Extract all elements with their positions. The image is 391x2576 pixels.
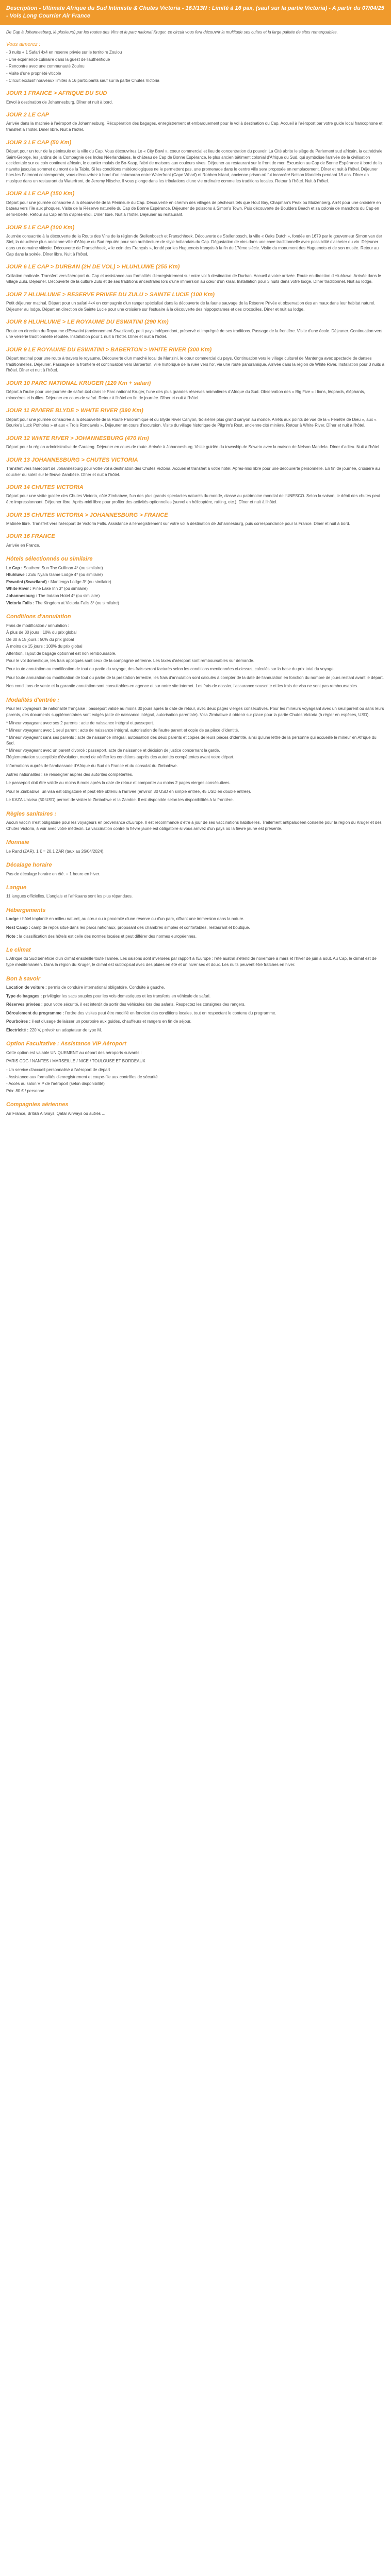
language-heading: Langue <box>6 885 27 891</box>
currency-heading: Monnaie <box>6 839 29 846</box>
day-block <box>6 407 385 428</box>
day-block <box>6 111 385 132</box>
hotels-label: Le Cap : <box>6 565 23 570</box>
assistance-item: - Accès au salon VIP de l'aéroport (selon disponibilité) <box>6 1081 105 1087</box>
day-title: JOUR 14 CHUTES VICTORIA <box>6 484 84 491</box>
condition-note: Pour le vol domestique, les frais appliqués sont ceux de la compagnie aérienne. Les taxes d'aéroport sont remboursables sur demande. <box>6 658 254 663</box>
formality-note: Autres nationalités : se renseigner auprès des autorités compétentes. <box>6 772 133 777</box>
day-text: Matinée libre. Transfert vers l'aéroport de Victoria Falls. Assistance à l'enregistrement sur votre vol à destination de Johannesburg, puis correspondance pour la France. Dîner et nuit à bord. <box>6 521 350 526</box>
assistance-item: - Assistance aux formalités d'enregistrement et coupe-file aux contrôles de sécurité <box>6 1074 158 1079</box>
currency-text: Le Rand (ZAR). 1 € = 20,1 ZAR (taux au 26/04/2024). <box>6 849 105 854</box>
advice-label: Location de voiture : <box>6 985 47 990</box>
climate-heading: Le climat <box>6 947 31 954</box>
hotels-item <box>6 600 385 606</box>
formality-item: * Mineur voyageant avec un parent divorcé : passeport, acte de naissance et décision de justice concernant la garde. <box>6 748 220 753</box>
accommodation-list <box>6 916 385 939</box>
day-title: JOUR 10 PARC NATIONAL KRUGER (120 Km + safari) <box>6 380 151 386</box>
day-text: Transfert vers l'aéroport de Johannesburg pour votre vol à destination des Chutes Victoria. Accueil et transfert à votre hôtel. Après-midi libre pour une découverte personnelle. En fin de journée, croisière au coucher du soleil sur le fleuve Zambèze. Dîner et nuit à l'hôtel. <box>6 466 380 477</box>
hotels-value: Southern Sun The Cullinan 4* (ou similaire) <box>23 565 103 570</box>
accommodation-item <box>6 916 385 922</box>
day-block <box>6 380 385 401</box>
condition-note: Pour toute annulation ou modification de tout ou partie de la prestation terrestre, les frais d'annulation sont calculés à compter de la date de l'annulation en fonction du nombre de jours restant avant le départ. <box>6 675 384 680</box>
hotels-item <box>6 593 385 599</box>
advice-label: Déroulement du programme : <box>6 1010 64 1015</box>
advice-item <box>6 985 385 991</box>
formalities-notes <box>6 754 385 803</box>
day-text: Départ pour une journée consacrée à la découverte de la Route Panoramique et du Blyde River Canyon, troisième plus grand canyon au monde. Arrêts aux points de vue de la « Fenêtre de Dieu », aux « Bourke's Luck Potholes » et aux « Trois Rondavels ». Déjeuner en cours d'excursion. Visite du village historique de Pilgrim's Rest, ancienne cité minière. Retour à White River. Dîner et nuit à l'hôtel. <box>6 417 377 428</box>
accommodation-label: Lodge : <box>6 917 21 922</box>
airlines-heading: Compagnies aériennes <box>6 1101 69 1108</box>
health-heading: Règles sanitaires : <box>6 810 57 817</box>
day-text: Route en direction du Royaume d'Eswatini (anciennement Swaziland), petit pays indépendant, préservé et imprégné de ses traditions. Passage de la frontière. Visite d'une école. Déjeuner. Continuation vers une verrerie traditionnelle réputée. Installation pour 1 nuit à l'hôtel. Dîner et nuit à l'hôtel. <box>6 328 383 340</box>
assistance-heading: Option Facultative : Assistance VIP Aéroport <box>6 1041 126 1047</box>
hotels-value: Zulu Nyala Game Lodge 4* (ou similaire) <box>28 572 103 578</box>
accommodation-label: Rest Camp : <box>6 925 30 930</box>
climate-text: L'Afrique du Sud bénéficie d'un climat ensoleillé toute l'année. Les saisons sont inversées par rapport à l'Europe : l'été austral s'étend de novembre à mars et l'hiver de juin à août. Au Cap, le climat est de type méditerranéen. Dans la région du Kruger, le climat est subtropical avec des pluies en été et un hiver sec et doux. Les nuits peuvent être fraîches en hiver. <box>6 956 377 968</box>
accommodation-value: la classification des hôtels est celle des normes locales et peut différer des normes européennes. <box>19 934 197 939</box>
day-title: JOUR 2 LE CAP <box>6 112 50 118</box>
advice-value: permis de conduire international obligatoire. Conduite à gauche. <box>47 985 165 990</box>
conditions-list <box>6 623 385 657</box>
hotels-item <box>6 565 385 571</box>
hotels-item <box>6 572 385 578</box>
day-text: Petit déjeuner matinal. Départ pour un safari 4x4 en compagnie d'un ranger spécialisé dans la découverte de la faune sauvage de la Réserve Privée et observation des animaux dans leur habitat naturel. Déjeuner au lodge. Départ en direction de Sainte Lucie pour une croisière sur l'estuaire à la découverte des hippopotames et des crocodiles. Dîner et nuit au lodge. <box>6 301 376 312</box>
formality-note: Le passeport doit être valide au moins 6 mois après la date de retour et comporter au moins 2 pages vierges consécutives. <box>6 781 231 786</box>
advice-label: Type de bagages : <box>6 993 42 998</box>
conditions-notes <box>6 658 385 689</box>
airlines-text: Air France, British Airways, Qatar Airways ou autres ... <box>6 1111 106 1116</box>
day-block <box>6 190 385 217</box>
day-title: JOUR 1 FRANCE > AFRIQUE DU SUD <box>6 90 107 97</box>
formality-item: * Mineur voyageant avec ses 2 parents : acte de naissance intégral et passeport. <box>6 721 154 726</box>
day-block <box>6 456 385 478</box>
advice-value: il est d'usage de laisser un pourboire aux guides, chauffeurs et rangers en fin de séjour. <box>31 1019 191 1024</box>
conditions-heading: Conditions d'annulation <box>6 614 71 620</box>
formality-note: Réglementation susceptible d'évolution, merci de vérifier les conditions auprès des autorités compétentes avant votre départ. <box>6 755 235 760</box>
condition-note: Pour toute annulation ou modification de tout ou partie du voyage, des frais seront facturés selon les conditions mentionnées ci-dessus, calculés sur la base du prix total du voyage. <box>6 667 335 672</box>
hotels-value: The Kingdom at Victoria Falls 3* (ou similaire) <box>35 600 119 605</box>
day-title: JOUR 9 LE ROYAUME DU ESWATINI > BABERTON > WHITE RIVER (300 Km) <box>6 346 212 353</box>
highlights-list <box>6 49 385 83</box>
hotels-label: Victoria Falls : <box>6 600 35 605</box>
day-block <box>6 224 385 258</box>
day-text: Journée consacrée à la découverte de la Route des Vins de la région de Stellenbosch et Franschhoek. Découverte de Stellenbosch, la ville « Oaks Dutch », fondée en 1679 par le gouverneur Simon van der Stel, la deuxième plus ancienne ville d'Afrique du Sud réputée pour son architecture de style hollandais du Cap. Dégustation de vins dans une cave traditionnelle avec possibilité d'acheter du vin. Déjeuner dans un domaine viticole. Découverte de Franschhoek, « le coin des Français », fondé par les Huguenots français à la fin du 17ème siècle. Visite du monument des Huguenots et de son musée. Retour au Cap dans la soirée. Dîner libre. Nuit à l'hôtel. <box>6 233 382 257</box>
advice-item <box>6 1010 385 1016</box>
day-text: Collation matinale. Transfert vers l'aéroport du Cap et assistance aux formalités d'enregistrement sur votre vol à destination de Durban. Accueil à votre arrivée. Route en direction d'Hluhluwe. Arrivée dans le village Zulu. Déjeuner. Découverte de la culture Zulu et de ses traditions ancestrales lors d'une immersion au cœur d'un kraal. Installation pour 3 nuits dans votre lodge. Dîner traditionnel. Nuit au lodge. <box>6 273 381 284</box>
formality-note: Pour le Zimbabwe, un visa est obligatoire et peut être obtenu à l'arrivée (environ 30 USD en simple entrée, 45 USD en double entrée). <box>6 789 251 794</box>
formalities-heading: Modalités d'entrée : <box>6 697 59 703</box>
hotels-list <box>6 565 385 606</box>
day-block <box>6 291 385 312</box>
hotels-label: White River : <box>6 586 31 591</box>
advice-item <box>6 1019 385 1025</box>
hotels-value: Mantenga Lodge 3* (ou similaire) <box>50 579 111 584</box>
time-text: Pas de décalage horaire en été. + 1 heure en hiver. <box>6 871 101 876</box>
day-title: JOUR 6 LE CAP > DURBAN (2H DE VOL) > HLUHLUWE (255 Km) <box>6 264 180 270</box>
banner-title: Description - Ultimate Afrique du Sud Intimiste & Chutes Victoria - 16J/13N : Limité à 16 pax, (sauf sur la partie Victoria) - A partir du 07/04/25 - Vols Long Courrier Air France <box>6 5 384 19</box>
hotels-value: The Indaba Hotel 4* (ou similaire) <box>38 594 100 599</box>
day-title: JOUR 3 LE CAP (50 Km) <box>6 139 72 146</box>
day-text: Départ pour une visite guidée des Chutes Victoria, côté Zimbabwe, l'un des plus grands spectacles naturels du monde, classé au patrimoine mondial de l'UNESCO. Selon la saison, le débit des chutes peut être impressionnant. Déjeuner libre. Après-midi libre pour profiter des activités optionnelles (survol en hélicoptère, rafting, etc.). Dîner et nuit à l'hôtel. <box>6 494 381 504</box>
assistance-item: - Un service d'accueil personnalisé à l'aéroport de départ <box>6 1067 110 1072</box>
accommodation-heading: Hébergements <box>6 907 46 914</box>
main-content <box>0 25 391 1117</box>
highlight-item: - Rencontre avec une communauté Zoulou <box>6 64 85 69</box>
condition-item: À plus de 30 jours : 10% du prix global <box>6 630 77 635</box>
hotels-value: Pine Lake Inn 3* (ou similaire) <box>32 586 88 591</box>
day-block <box>6 484 385 505</box>
assistance-text: Cette option est valable UNIQUEMENT au départ des aéroports suivants : <box>6 1050 142 1055</box>
assistance-airports: PARIS CDG / NANTES / MARSEILLE / NICE / TOULOUSE ET BORDEAUX <box>6 1059 145 1064</box>
hotels-item <box>6 579 385 585</box>
accommodation-value: hôtel implanté en milieu naturel, au cœur ou à proximité d'une réserve ou d'un parc, offrant une immersion dans la nature. <box>22 917 245 922</box>
hotels-label: Hluhluwe : <box>6 572 27 578</box>
day-text: Envol à destination de Johannesburg. Dîner et nuit à bord. <box>6 99 113 105</box>
time-heading: Décalage horaire <box>6 862 52 869</box>
day-block <box>6 512 385 527</box>
highlight-item: - 3 nuits + 1 Safari 4x4 en reserve privée sur le territoire Zoulou <box>6 50 122 55</box>
hotels-item <box>6 586 385 592</box>
day-text: Départ pour la région administrative de Gauteng. Déjeuner en cours de route. Arrivée à Johannesburg. Visite guidée du township de Soweto avec la maison de Nelson Mandela. Dîner d'adieu. Nuit à l'hôtel. <box>6 445 381 450</box>
day-block <box>6 139 385 184</box>
day-block <box>6 318 385 340</box>
formality-note: Le KAZA Univisa (50 USD) permet de visiter le Zimbabwe et la Zambie. Il est disponible selon les disponibilités à la frontière. <box>6 798 234 803</box>
formalities-list <box>6 720 385 753</box>
advice-item <box>6 1027 385 1033</box>
advice-item <box>6 1002 385 1008</box>
day-text: Départ pour une journée consacrée à la découverte de la Péninsule du Cap. Découverte en chemin des villages de pêcheurs tels que Hout Bay, Chapman's Peak ou Muizenberg. Arrêt pour une croisière en bateau vers l'île aux phoques. Visite de la Réserve naturelle du Cap de Bonne Espérance. Déjeuner de poissons à Simon's Town. Puis découverte de Boulders Beach et sa colonie de manchots du Cap en semi-liberté. Retour au Cap en fin d'après-midi. Dîner libre. Nuit à l'hôtel. Déjeuner au restaurant. <box>6 200 381 217</box>
advice-label: Réserves privées : <box>6 1002 43 1007</box>
advice-label: Électricité : <box>6 1027 29 1032</box>
condition-item: Frais de modification / annulation : <box>6 623 69 628</box>
advice-item <box>6 993 385 999</box>
advice-value: privilégier les sacs souples pour les vols domestiques et les transferts en véhicule de safari. <box>43 993 211 998</box>
day-title: JOUR 8 HLUHLUWE > LE ROYAUME DU ESWATINI (290 Km) <box>6 319 169 326</box>
condition-item: À moins de 15 jours : 100% du prix global <box>6 644 83 649</box>
formality-item: * Mineur voyageant avec 1 seul parent : acte de naissance intégral, autorisation de l'autre parent et copie de sa pièce d'identité. <box>6 727 239 733</box>
day-block <box>6 533 385 548</box>
accommodation-item <box>6 925 385 931</box>
health-text: Aucun vaccin n'est obligatoire pour les voyageurs en provenance d'Europe. Il est recommandé d'être à jour de ses vaccinations habituelles. Traitement antipaludéen conseillé pour la région du Kruger et des Chutes Victoria, à voir avec votre médecin. La vaccination contre la fièvre jaune est obligatoire si vous arrivez d'un pays où la fièvre jaune est présente. <box>6 820 382 831</box>
formalities-text: Pour les voyageurs de nationalité française : passeport valide au moins 30 jours après la date de retour, avec deux pages vierges consécutives. Pour les mineurs voyageant avec un seul parent ou sans leurs parents, des documents supplémentaires sont exigés (acte de naissance intégral, autorisation parentale). Visa Zimbabwe à obtenir sur place pour la partie Chutes Victoria (à régler en espèces, USD). <box>6 706 384 717</box>
formality-item: * Mineur voyageant sans ses parents : acte de naissance intégral, autorisation des deux parents et copies de leurs pièces d'identité, ainsi qu'une lettre de la personne qui accueille le mineur en Afrique du Sud. <box>6 735 377 746</box>
day-text: Départ à l'aube pour une journée de safari 4x4 dans le Parc national Kruger, l'une des plus grandes réserves animalières d'Afrique du Sud. Observation des « Big Five » : lions, léopards, éléphants, rhinocéros et buffles. Déjeuner en cours de safari. Retour à l'hôtel en fin de journée. Dîner et nuit à l'hôtel. <box>6 389 365 400</box>
hotels-label: Eswatini (Swaziland) : <box>6 579 50 584</box>
day-block <box>6 346 385 374</box>
day-text: Arrivée dans la matinée à l'aéroport de Johannesburg. Récupération des bagages, enregistrement et embarquement pour le vol à destination du Cap. Accueil à l'aéroport par votre guide local francophone et transfert à l'hôtel. Dîner libre. Nuit à l'hôtel. <box>6 121 383 132</box>
language-text: 11 langues officielles. L'anglais et l'afrikaans sont les plus répandues. <box>6 894 133 899</box>
advice-value: l'ordre des visites peut être modifié en fonction des conditions locales, tout en respectant le contenu du programme. <box>65 1010 276 1015</box>
advice-list <box>6 985 385 1033</box>
advice-label: Pourboires : <box>6 1019 31 1024</box>
day-title: JOUR 16 FRANCE <box>6 533 55 540</box>
highlights-heading: Vous aimerez : <box>6 42 41 48</box>
accommodation-item <box>6 934 385 940</box>
formality-note: Informations auprès de l'ambassade d'Afrique du Sud en France et du consulat du Zimbabwe. <box>6 763 178 768</box>
page <box>0 0 391 1129</box>
accommodation-label: Note : <box>6 934 18 939</box>
day-title: JOUR 15 CHUTES VICTORIA > JOHANNESBURG > FRANCE <box>6 512 168 518</box>
advice-value: pour votre sécurité, il est interdit de sortir des véhicules lors des safaris. Respectez les consignes des rangers. <box>43 1002 246 1007</box>
accommodation-value: camp de repos situé dans les parcs nationaux, proposant des chambres simples et confortables, restaurant et boutique. <box>31 925 250 930</box>
intro-text: De Cap à Johannesburg, lé plusieurs) par les routes des Vins et le parc national Kruger, ce circuit vous fera découvrir la multitude ses cultes et la large palette de sites remarquables. <box>6 29 338 35</box>
condition-item: De 30 à 15 jours : 50% du prix global <box>6 637 74 642</box>
day-title: JOUR 7 HLUHLUWE > RESERVE PRIVEE DU ZULU > SAINTE LUCIE (100 Km) <box>6 291 215 298</box>
condition-note: Nos conditions de vente et la garantie annulation sont consultables en agence et sur notre site internet. Les frais de dossier, l'assurance souscrite et les frais de visa ne sont pas remboursables. <box>6 684 359 689</box>
highlight-item: - Circuit exclusif nouveaux limités à 16 participants sauf sur la partie Chutes Victoria <box>6 78 159 83</box>
assistance-item: Prix: 80 € / personne <box>6 1088 44 1093</box>
day-block <box>6 435 385 450</box>
highlight-item: - Une expérience culinaire dans la guest de l'authentique <box>6 57 110 62</box>
hotels-label: Johannesburg : <box>6 594 38 599</box>
day-title: JOUR 4 LE CAP (150 Km) <box>6 191 75 197</box>
hotels-heading: Hôtels sélectionnés ou similaire <box>6 556 93 563</box>
advice-value: 220 V, prévoir un adaptateur de type M. <box>29 1027 102 1032</box>
day-text: Départ matinal pour une route à travers le royaume. Découverte d'un marché local de Manzini, le cœur commercial du pays. Continuation vers le village culturel de Mantenga avec spectacle de danses traditionnelles. Déjeuner. Passage de la frontière et continuation vers Barberton, ville historique de la ruée vers l'or, via une route panoramique. Arrivée dans la région de White River. Installation pour 3 nuits à l'hôtel. Dîner et nuit à l'hôtel. <box>6 355 385 373</box>
day-block <box>6 263 385 284</box>
day-title: JOUR 5 LE CAP (100 Km) <box>6 224 75 231</box>
itinerary <box>6 90 385 548</box>
highlight-item: - Visite d'une propriété viticole <box>6 71 61 76</box>
day-title: JOUR 13 JOHANNESBURG > CHUTES VICTORIA <box>6 456 138 463</box>
day-title: JOUR 12 WHITE RIVER > JOHANNESBURG (470 Km) <box>6 435 149 442</box>
condition-item: Attention, l'ajout de bagage optionnel est non remboursable. <box>6 651 117 656</box>
day-title: JOUR 11 RIVIERE BLYDE > WHITE RIVER (390 Km) <box>6 408 143 414</box>
day-text: Arrivée en France. <box>6 543 40 548</box>
day-text: Départ pour un tour de la péninsule et la ville du Cap. Vous découvrirez Le « City Bowl », coeur commercial et lieu de concentration du pouvoir. La Cité abrite le siège du Parlement sud africain, la cathédrale Saint-George, les jardins de la Compagnie des Indes Néerlandaises, le château de Cap de Bonne Espérance, le plus ancien bâtiment colonial d'Afrique du Sud, qui symbolise l'arrivée de la civilisation occidentale sur ce coin continent africain, le quartier malais de Bo-Kaap, l'abri de maisons aux couleurs vives. Déjeuner au restaurant sur le front de mer. Excursion au Cap de Bonne Espérance à bord de la navette jusqu'au sommet du mont de la Table. Si les conditions météorologiques ne le permettent pas, une promenade dans le centre ville sera proposée en remplacement. Dîner et nuit à l'hôtel. Déjeuner hors les Fairmont contemporain, vous découvrirez à bord d'un catamaran entre Waterfront (Cape Wharf) et Robben Island, ancienne prison où fut incarcéré Nelson Mandela pendant 18 ans. Dîner en musique dans un restaurant du Waterfront, de Jeremy Nitsche. Il vous plonge dans les tribulations d'une vie ordinaire comme les traditions locales. Retour à l'hôtel. Nuit à l'hôtel. <box>6 148 383 183</box>
day-block <box>6 90 385 105</box>
advice-heading: Bon à savoir <box>6 975 41 982</box>
assistance-list <box>6 1067 385 1094</box>
description-banner <box>0 0 391 25</box>
